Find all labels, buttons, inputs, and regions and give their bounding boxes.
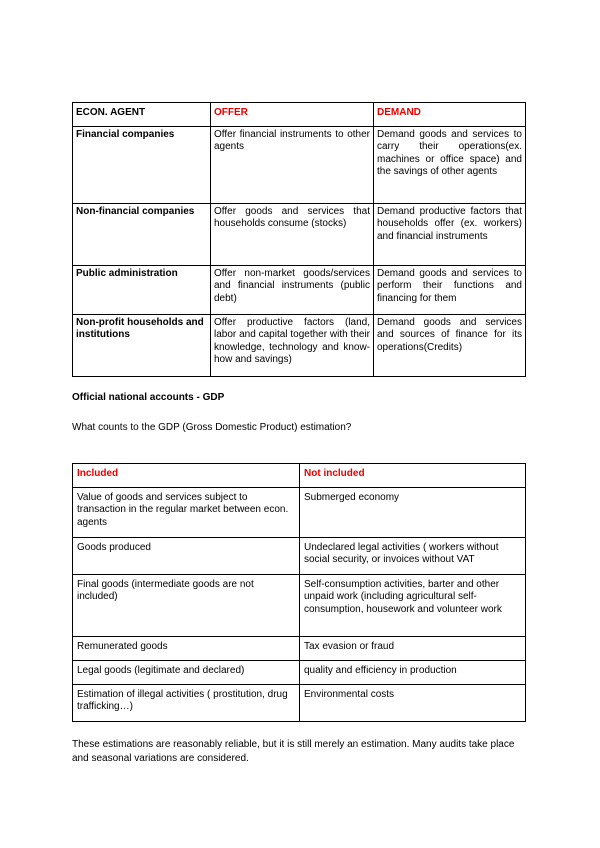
agent-cell: Non-financial companies [73, 204, 211, 266]
not-included-cell: Self-consumption activities, barter and other unpaid work (including agricultural self-consumption, housework and volunteer work [300, 575, 526, 637]
table-row [73, 488, 526, 538]
header-demand: DEMAND [374, 103, 526, 127]
agent-cell: Non-profit households and institutions [73, 315, 211, 377]
included-cell: Estimation of illegal activities ( prostitution, drug trafficking…) [73, 685, 300, 722]
offer-cell: Offer productive factors (land, labor and capital together with their knowledge, technology and know-how and savings) [211, 315, 374, 377]
not-included-cell: quality and efficiency in production [300, 661, 526, 685]
included-cell: Final goods (intermediate goods are not included) [73, 575, 300, 637]
conclusion-paragraph: These estimations are reasonably reliable, but it is still merely an estimation. Many audits take place and seasonal variations are considered. [72, 739, 515, 764]
table-row [73, 204, 526, 266]
header-not-included: Not included [300, 464, 526, 488]
demand-cell: Demand goods and services to carry their operations(ex. machines or office space) and the savings of other agents [374, 127, 526, 204]
not-included-cell: Environmental costs [300, 685, 526, 722]
section-title: Official national accounts - GDP [72, 392, 225, 403]
header-included: Included [73, 464, 300, 488]
table-header-row [73, 464, 526, 488]
not-included-cell: Submerged economy [300, 488, 526, 538]
not-included-cell: Undeclared legal activities ( workers without social security, or invoices without VAT [300, 538, 526, 575]
offer-cell: Offer financial instruments to other agents [211, 127, 374, 204]
demand-cell: Demand goods and services to perform their functions and financing for them [374, 266, 526, 315]
included-cell: Value of goods and services subject to transaction in the regular market between econ. agents [73, 488, 300, 538]
question-text: What counts to the GDP (Gross Domestic Product) estimation? [72, 422, 352, 433]
table-row [73, 661, 526, 685]
demand-cell: Demand goods and services and sources of finance for its operations(Credits) [374, 315, 526, 377]
agent-cell: Public administration [73, 266, 211, 315]
offer-cell: Offer goods and services that households consume (stocks) [211, 204, 374, 266]
table-row [73, 575, 526, 637]
table-row [73, 538, 526, 575]
table-row [73, 127, 526, 204]
table-row [73, 266, 526, 315]
table-row [73, 685, 526, 722]
table-header-row [73, 103, 526, 127]
not-included-cell: Tax evasion or fraud [300, 637, 526, 661]
economic-agents-table [72, 102, 526, 377]
included-cell: Legal goods (legitimate and declared) [73, 661, 300, 685]
included-cell: Goods produced [73, 538, 300, 575]
gdp-inclusion-table [72, 463, 526, 722]
demand-cell: Demand productive factors that households offer (ex. workers) and financial instruments [374, 204, 526, 266]
included-cell: Remunerated goods [73, 637, 300, 661]
table-row [73, 637, 526, 661]
agent-cell: Financial companies [73, 127, 211, 204]
header-econ-agent: ECON. AGENT [73, 103, 211, 127]
header-offer: OFFER [211, 103, 374, 127]
table-row [73, 315, 526, 377]
offer-cell: Offer non-market goods/services and financial instruments (public debt) [211, 266, 374, 315]
